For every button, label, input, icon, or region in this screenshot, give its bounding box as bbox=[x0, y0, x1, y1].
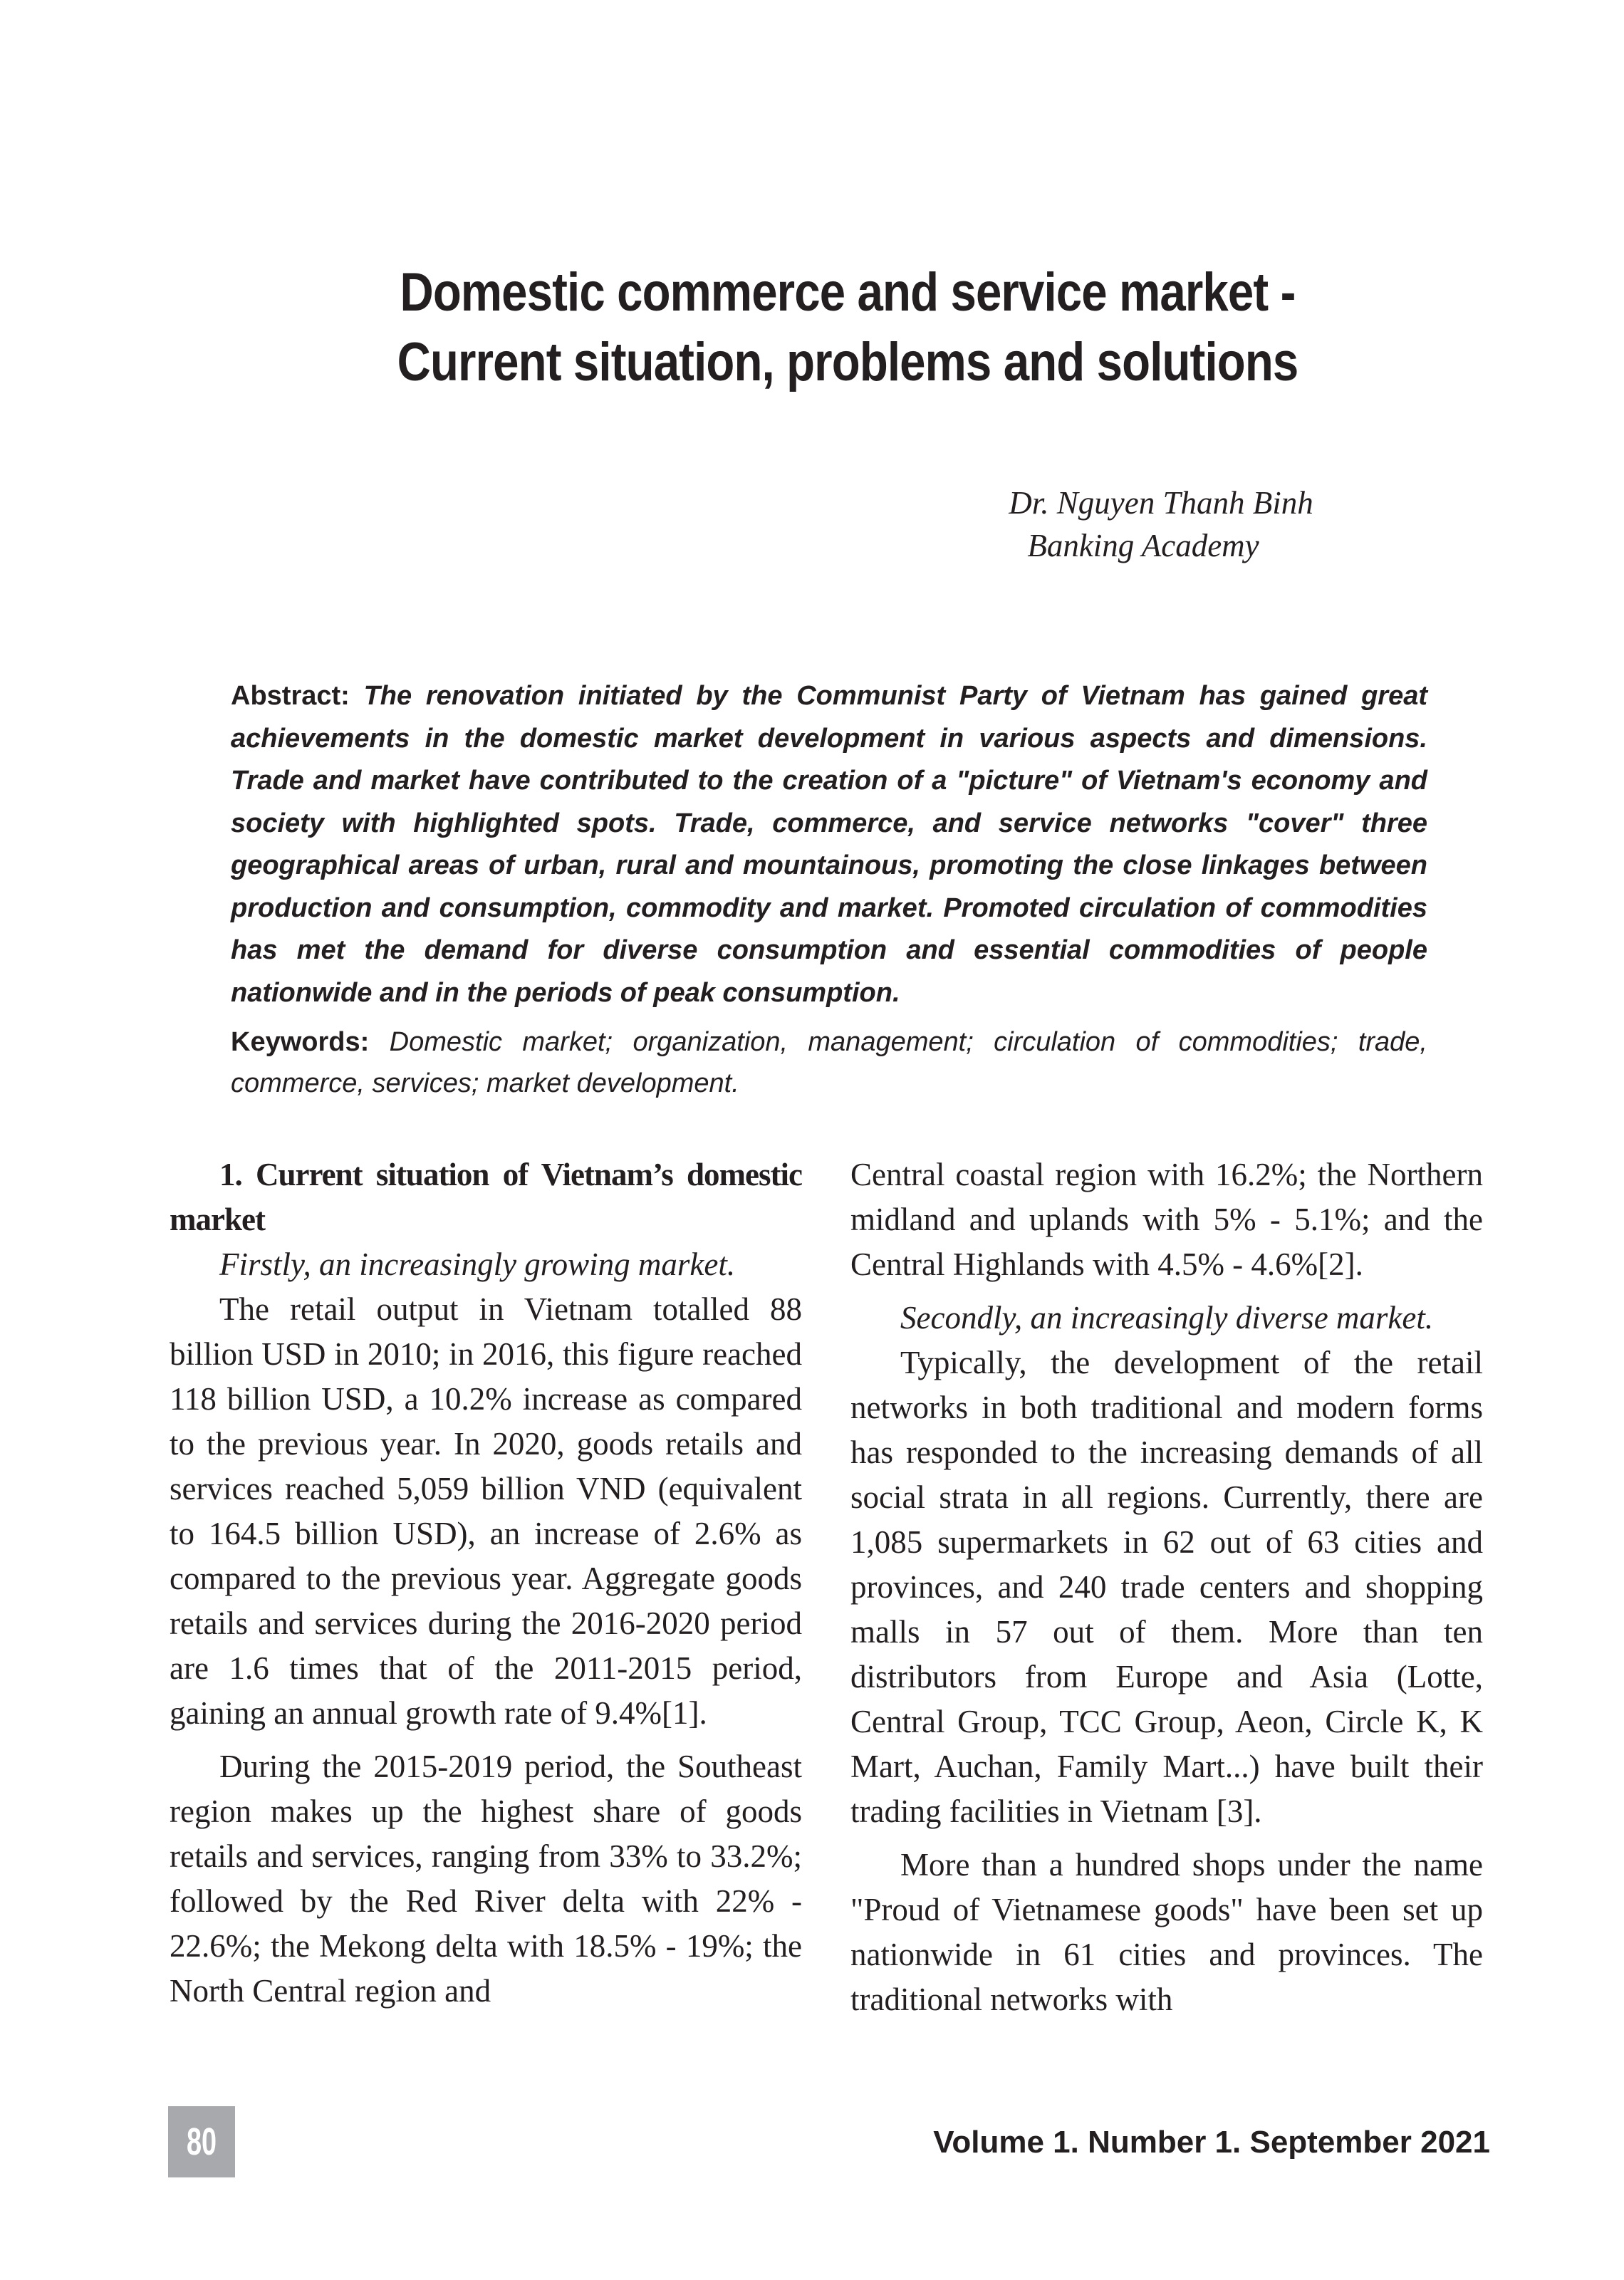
keywords-paragraph bbox=[231, 1021, 1427, 1104]
author-block bbox=[926, 481, 1396, 567]
paragraph-retail-networks: Typically, the development of the retail networks in both traditional and modern forms has responded to the increasing demands of all social strata in all regions. Currently, there are 1,085 supermarkets in 62 out of 63 cities and provinces, and 240 trade centers and shopping malls in 57 out of them. More than ten distributors from Europe and Asia (Lotte, Central Group, TCC Group, Aeon, Circle K, K Mart, Auchan, Family Mart...) have built their trading facilities in Vietnam [3]. bbox=[850, 1345, 1483, 1829]
page-number-box bbox=[168, 2106, 235, 2177]
paragraph-retail-output: The retail output in Vietnam totalled 88 billion USD in 2010; in 2016, this figure reached 118 billion USD, a 10.2% increase as compared to the previous year. In 2020, goods retails and services reached 5,059 billion VND (equivalent to 164.5 billion USD), an increase of 2.6% as compared to the previous year. Aggregate goods retails and services during the 2016-2020 period are 1.6 times that of the 2011-2015 period, gaining an annual growth rate of 9.4%[1]. bbox=[170, 1291, 802, 1731]
author-affiliation: Banking Academy bbox=[1027, 528, 1259, 563]
title-line-1: Domestic commerce and service market - bbox=[400, 262, 1296, 323]
keywords-text: Domestic market; organization, management; circulation of commodities; trade, commerce, services; market development. bbox=[231, 1027, 1427, 1098]
left-column bbox=[170, 1152, 802, 2014]
article-title bbox=[303, 258, 1393, 397]
page-number: 80 bbox=[186, 2120, 217, 2163]
keywords-label: Keywords: bbox=[231, 1027, 370, 1057]
title-line-2: Current situation, problems and solutions bbox=[397, 332, 1298, 392]
paragraph-vietnamese-goods: More than a hundred shops under the name "Proud of Vietnamese goods" have been set up nationwide in 61 cities and provinces. The traditional networks with bbox=[850, 1847, 1483, 2017]
abstract bbox=[231, 675, 1427, 1104]
paragraph-regional-share: During the 2015-2019 period, the Southeast region makes up the highest share of goods retails and services, ranging from 33% to 33.2%; followed by the Red River delta with 22% - 22.6%; the Mekong delta with 18.5% - 19%; the North Central region and bbox=[170, 1749, 802, 2009]
abstract-text: The renovation initiated by the Communist Party of Vietnam has gained great achievements in the domestic market development in various aspects and dimensions. Trade and market have contributed to the creation of a "picture" of Vietnam's economy and society with highlighted spots. Trade, commerce, and service networks "cover" three geographical areas of urban, rural and mountainous, promoting the close linkages between production and consumption, commodity and market. Promoted circulation of commodities has met the demand for diverse consumption and essential commodities of people nationwide and in the periods of peak consumption. bbox=[231, 681, 1427, 1008]
paragraph-regional-share-continued: Central coastal region with 16.2%; the Northern midland and uplands with 5% - 5.1%; and the Central Highlands with 4.5% - 4.6%[2]. bbox=[850, 1157, 1483, 1282]
section-heading: 1. Current situation of Vietnam’s domestic market bbox=[170, 1157, 802, 1237]
abstract-paragraph bbox=[231, 675, 1427, 1014]
subheading-diverse-market: Secondly, an increasingly diverse market. bbox=[900, 1300, 1434, 1336]
journal-footer: Volume 1. Number 1. September 2021 bbox=[933, 2125, 1490, 2160]
author-name: Dr. Nguyen Thanh Binh bbox=[1009, 485, 1313, 521]
abstract-label: Abstract: bbox=[231, 681, 350, 711]
subheading-growing-market: Firstly, an increasingly growing market. bbox=[219, 1246, 736, 1282]
right-column bbox=[850, 1152, 1483, 2022]
